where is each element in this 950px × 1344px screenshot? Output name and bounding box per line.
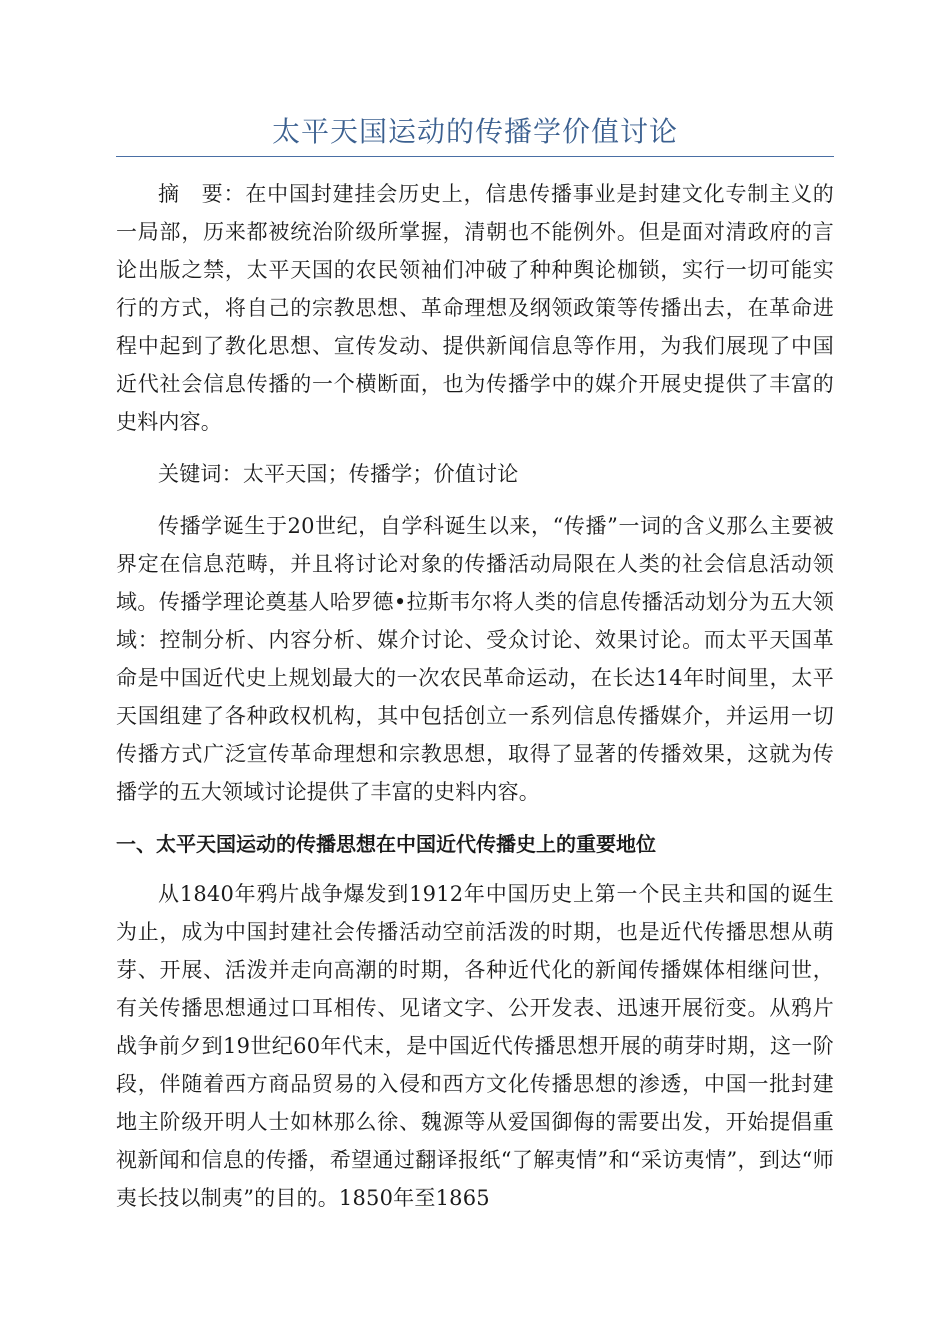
title-underline [116, 156, 834, 157]
keywords-paragraph [116, 455, 834, 493]
section-heading: 一、太平天国运动的传播思想在中国近代传播史上的重要地位 [116, 832, 656, 856]
section-paragraph: 从1840年鸦片战争爆发到1912年中国历史上第一个民主共和国的诞生为止，成为中国封建社会传播活动空前活泼的时期，也是近代传播思想从萌芽、开展、活泼并走向高潮的时期，各种近代化的新闻传播媒体相继问世，有关传播思想通过口耳相传、见诸文字、公开发表、迅速开展衍变。从鸦片战争前夕到19世纪60年代末，是中国近代传播思想开展的萌芽时期，这一阶段，伴随着西方商品贸易的入侵和西方文化传播思想的渗透，中国一批封建地主阶级开明人士如林那么徐、魏源等从爱国御侮的需要出发，开始提倡重视新闻和信息的传播，希望通过翻译报纸“了解夷情”和“采访夷情”，到达“师夷长技以制夷”的目的。1850年至1865 [116, 882, 834, 1210]
abstract-paragraph [116, 175, 834, 441]
document-page [116, 108, 834, 1217]
document-title: 太平天国运动的传播学价值讨论 [271, 115, 678, 148]
keywords-label: 关键词： [158, 462, 243, 486]
abstract-text: 在中国封建挂会历史上，信患传播事业是封建文化专制主义的一局部，历来都被统治阶级所掌握，清朝也不能例外。但是面对清政府的言论出版之禁，太平天国的农民领袖们冲破了种种舆论枷锁，实行一切可能实行的方式，将自己的宗教思想、革命理想及纲领政策等传播出去，在革命进程中起到了教化思想、宣传发动、提供新闻信息等作用，为我们展现了中国近代社会信息传播的一个横断面，也为传播学中的媒介开展史提供了丰富的史料内容。 [116, 182, 834, 434]
keywords-text: 太平天国；传播学；价值讨论 [242, 462, 519, 486]
abstract-label: 摘 要： [158, 182, 246, 206]
intro-paragraph: 传播学诞生于20世纪，自学科诞生以来，“传播”一词的含义那么主要被界定在信息范畴，并且将讨论对象的传播活动局限在人类的社会信息活动领域。传播学理论奠基人哈罗德•拉斯韦尔将人类的信息传播活动划分为五大领域：控制分析、内容分析、媒介讨论、受众讨论、效果讨论。而太平天国革命是中国近代史上规划最大的一次农民革命运动，在长达14年时间里，太平天国组建了各种政权机构，其中包括创立一系列信息传播媒介，并运用一切传播方式广泛宣传革命理想和宗教思想，取得了显著的传播效果，这就为传播学的五大领域讨论提供了丰富的史料内容。 [116, 514, 834, 804]
